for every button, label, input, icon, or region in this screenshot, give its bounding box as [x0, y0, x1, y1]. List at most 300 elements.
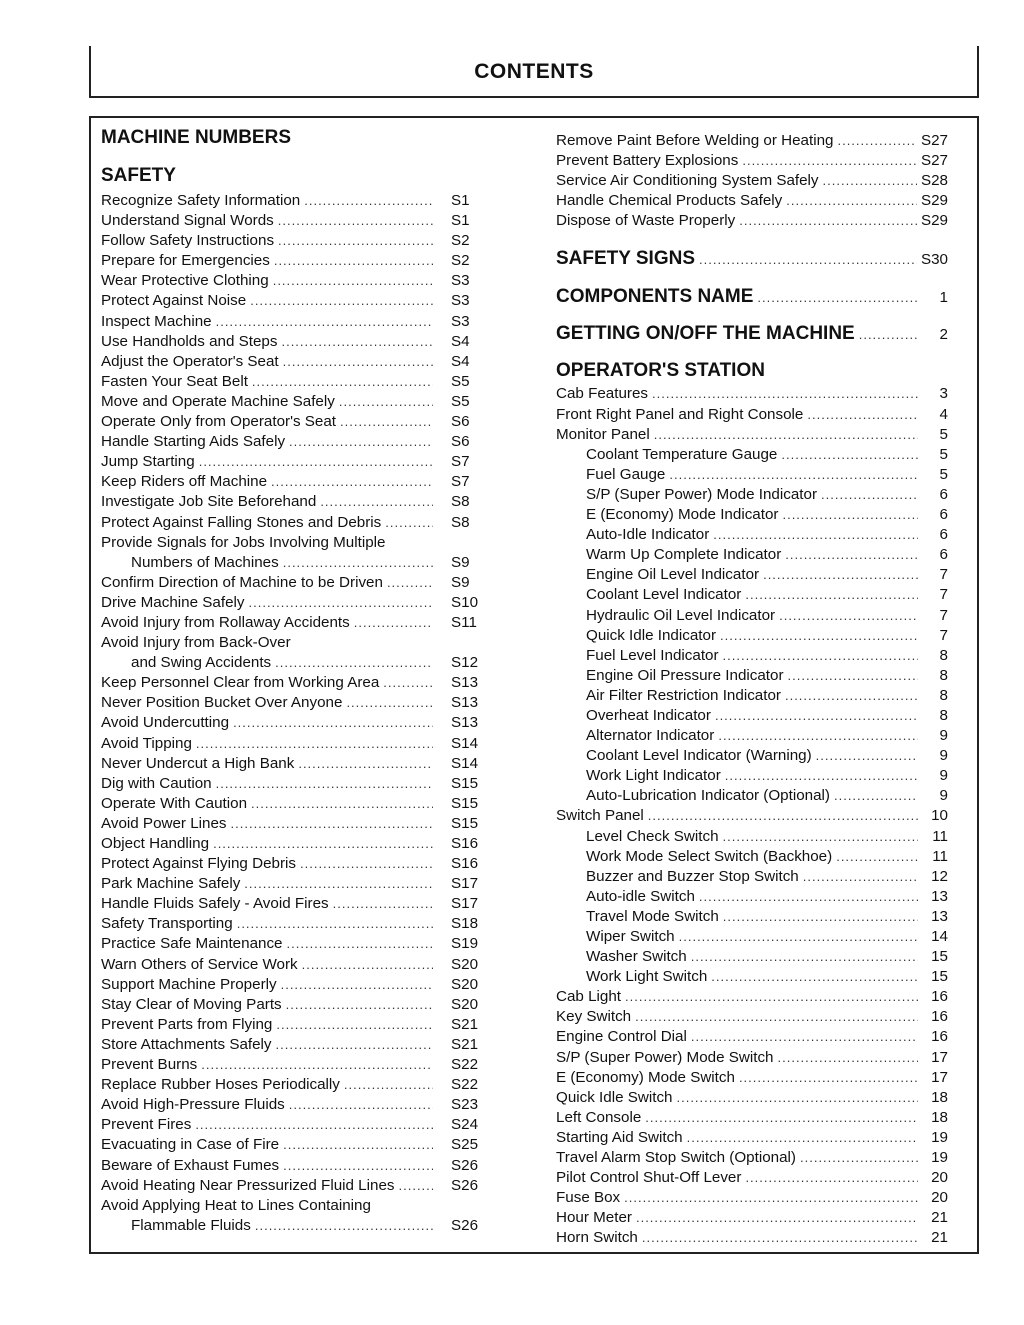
- toc-entry[interactable]: [556, 171, 948, 191]
- toc-entry[interactable]: [556, 545, 948, 565]
- operators-station-toc-list: [556, 384, 948, 1248]
- toc-entry[interactable]: [101, 734, 489, 754]
- toc-entry[interactable]: [101, 1176, 489, 1196]
- toc-title: Practice Safe Maintenance: [101, 935, 283, 953]
- toc-page: S27: [920, 152, 948, 170]
- toc-entry[interactable]: [101, 633, 489, 653]
- toc-page: 7: [939, 626, 948, 644]
- leader-dots: [654, 425, 918, 445]
- toc-entry[interactable]: [556, 927, 948, 947]
- leader-dots: [836, 847, 918, 867]
- toc-entry[interactable]: [101, 1095, 489, 1115]
- toc-page: S17: [451, 875, 479, 893]
- toc-entry[interactable]: [101, 513, 489, 533]
- toc-title: Provide Signals for Jobs Involving Multiple: [101, 533, 386, 551]
- toc-title: Avoid Undercutting: [101, 714, 230, 732]
- toc-title: Safety Transporting: [101, 915, 233, 933]
- toc-title: Engine Oil Pressure Indicator: [586, 666, 784, 684]
- toc-title: Switch Panel: [556, 807, 644, 825]
- toc-title: Engine Oil Level Indicator: [586, 566, 760, 584]
- toc-page: 20: [931, 1189, 948, 1207]
- toc-page: S3: [451, 272, 470, 290]
- toc-page: S20: [451, 975, 479, 993]
- toc-entry[interactable]: [101, 1196, 489, 1216]
- toc-entry[interactable]: [101, 1015, 489, 1035]
- toc-page: S15: [451, 814, 479, 832]
- toc-page: S21: [451, 1035, 479, 1053]
- toc-entry[interactable]: [101, 492, 489, 512]
- toc-entry[interactable]: [556, 606, 948, 626]
- toc-entry[interactable]: [101, 472, 489, 492]
- toc-title: Store Attachments Safely: [101, 1035, 272, 1053]
- toc-entry[interactable]: [556, 907, 948, 927]
- toc-title: Confirm Direction of Machine to be Driven: [101, 573, 383, 591]
- toc-page: S7: [451, 453, 470, 471]
- toc-title: Handle Starting Aids Safely: [101, 433, 286, 451]
- toc-page: S28: [920, 172, 948, 190]
- toc-title: Key Switch: [556, 1008, 632, 1026]
- leader-dots: [786, 191, 917, 211]
- toc-entry[interactable]: [556, 726, 948, 746]
- toc-entry[interactable]: [556, 887, 948, 907]
- leader-dots: [339, 392, 433, 412]
- toc-entry[interactable]: [101, 894, 489, 914]
- leader-dots: [691, 947, 918, 967]
- toc-entry[interactable]: [556, 191, 948, 211]
- toc-title: Auto-Lubrication Indicator (Optional): [586, 787, 830, 805]
- toc-entry[interactable]: [556, 425, 948, 445]
- toc-page: 5: [939, 425, 948, 443]
- leader-dots: [687, 1128, 918, 1148]
- toc-page: 21: [931, 1209, 948, 1227]
- toc-entry-components-name[interactable]: [556, 286, 948, 312]
- toc-entry[interactable]: [101, 372, 489, 392]
- toc-entry[interactable]: [556, 1088, 948, 1108]
- toc-entry[interactable]: [101, 1156, 489, 1176]
- toc-entry[interactable]: [101, 1216, 489, 1236]
- toc-page: S2: [451, 252, 470, 270]
- toc-entry[interactable]: [556, 131, 948, 151]
- toc-page: 19: [931, 1128, 948, 1146]
- toc-page: 21: [931, 1229, 948, 1247]
- toc-page: 9: [939, 767, 948, 785]
- leader-dots: [252, 372, 433, 392]
- machine-numbers-heading[interactable]: MACHINE NUMBERS: [101, 127, 291, 148]
- toc-entry[interactable]: [101, 1135, 489, 1155]
- leader-dots: [636, 1208, 918, 1228]
- toc-page: 16: [931, 1028, 948, 1046]
- toc-page: 7: [939, 566, 948, 584]
- toc-page: 17: [931, 1048, 948, 1066]
- toc-entry[interactable]: [101, 412, 489, 432]
- toc-entry[interactable]: [556, 1007, 948, 1027]
- leader-dots: [723, 907, 918, 927]
- toc-title: Keep Riders off Machine: [101, 473, 268, 491]
- toc-title: S/P (Super Power) Mode Switch: [556, 1048, 774, 1066]
- toc-title: Flammable Fluids: [131, 1216, 251, 1234]
- leader-dots: [816, 746, 918, 766]
- toc-title: E (Economy) Mode Indicator: [586, 506, 779, 524]
- toc-entry[interactable]: [556, 1208, 948, 1228]
- toc-entry[interactable]: [556, 786, 948, 806]
- toc-entry[interactable]: [556, 827, 948, 847]
- toc-title: Hydraulic Oil Level Indicator: [586, 606, 776, 624]
- toc-entry[interactable]: [101, 995, 489, 1015]
- toc-title: Recognize Safety Information: [101, 192, 301, 209]
- toc-page: S8: [451, 493, 470, 511]
- toc-page: 16: [931, 1008, 948, 1026]
- toc-entry[interactable]: [101, 1035, 489, 1055]
- toc-page: S30: [920, 251, 948, 269]
- leader-dots: [340, 412, 433, 432]
- toc-title: Investigate Job Site Beforehand: [101, 493, 317, 511]
- leader-dots: [859, 327, 918, 342]
- leader-dots: [745, 585, 918, 605]
- toc-page: S20: [451, 995, 479, 1013]
- toc-page: S18: [451, 915, 479, 933]
- toc-title: Wear Protective Clothing: [101, 272, 269, 290]
- toc-title: Travel Alarm Stop Switch (Optional): [556, 1149, 796, 1167]
- leader-dots: [283, 1135, 433, 1155]
- leader-dots: [300, 854, 433, 874]
- toc-page: S1: [451, 212, 470, 230]
- toc-page: 6: [939, 506, 948, 524]
- toc-entry[interactable]: [556, 525, 948, 545]
- toc-entry[interactable]: [556, 1148, 948, 1168]
- leader-dots: [718, 726, 918, 746]
- toc-entry[interactable]: [101, 191, 489, 211]
- leader-dots: [723, 827, 918, 847]
- leader-dots: [387, 573, 433, 593]
- toc-page: S5: [451, 372, 470, 390]
- header-frame: [89, 46, 979, 98]
- toc-page: S22: [451, 1056, 479, 1074]
- leader-dots: [278, 211, 433, 231]
- toc-entry[interactable]: [556, 1027, 948, 1047]
- toc-entry[interactable]: [101, 1075, 489, 1095]
- toc-entry[interactable]: [556, 686, 948, 706]
- toc-entry[interactable]: [101, 874, 489, 894]
- toc-page: S21: [451, 1015, 479, 1033]
- toc-entry[interactable]: [101, 271, 489, 291]
- leader-dots: [233, 713, 433, 733]
- leader-dots: [779, 606, 918, 626]
- toc-entry[interactable]: [101, 312, 489, 332]
- toc-entry[interactable]: [556, 1228, 948, 1248]
- toc-title: and Swing Accidents: [131, 654, 272, 672]
- toc-entry[interactable]: [101, 794, 489, 814]
- toc-entry[interactable]: [101, 914, 489, 934]
- toc-page: S10: [451, 593, 479, 611]
- toc-page: S29: [920, 192, 948, 210]
- leader-dots: [286, 995, 433, 1015]
- toc-entry[interactable]: [101, 573, 489, 593]
- toc-entry[interactable]: [556, 947, 948, 967]
- toc-entry[interactable]: [101, 332, 489, 352]
- toc-title: Overheat Indicator: [586, 706, 711, 724]
- leader-dots: [625, 987, 918, 1007]
- toc-title: Never Undercut a High Bank: [101, 754, 295, 772]
- toc-title: Park Machine Safely: [101, 875, 241, 893]
- toc-entry[interactable]: [556, 987, 948, 1007]
- leader-dots: [287, 934, 433, 954]
- leader-dots: [715, 706, 918, 726]
- leader-dots: [289, 1095, 433, 1115]
- leader-dots: [742, 151, 917, 171]
- leader-dots: [834, 786, 918, 806]
- toc-entry[interactable]: [556, 706, 948, 726]
- toc-title: SAFETY SIGNS: [556, 248, 696, 270]
- toc-title: Alternator Indicator: [586, 727, 715, 745]
- toc-title: Operate Only from Operator's Seat: [101, 413, 337, 431]
- toc-entry[interactable]: [556, 806, 948, 826]
- toc-entry[interactable]: [101, 673, 489, 693]
- leader-dots: [679, 927, 918, 947]
- toc-entry[interactable]: [556, 867, 948, 887]
- toc-entry[interactable]: [101, 774, 489, 794]
- leader-dots: [196, 734, 433, 754]
- toc-page: S20: [451, 955, 479, 973]
- toc-page: 13: [931, 907, 948, 925]
- leader-dots: [823, 171, 917, 191]
- toc-title: Replace Rubber Hoses Periodically: [101, 1076, 340, 1094]
- toc-entry[interactable]: [101, 533, 489, 553]
- leader-dots: [711, 967, 918, 987]
- toc-entry[interactable]: [556, 766, 948, 786]
- toc-entry[interactable]: [556, 1128, 948, 1148]
- leader-dots: [723, 646, 918, 666]
- toc-page: 12: [931, 867, 948, 885]
- toc-title: Never Position Bucket Over Anyone: [101, 694, 343, 712]
- toc-entry[interactable]: [101, 653, 489, 673]
- safety-toc-continued-list: [556, 131, 948, 231]
- toc-title: Understand Signal Words: [101, 212, 274, 230]
- toc-entry[interactable]: [101, 593, 489, 613]
- operators-station-heading[interactable]: OPERATOR'S STATION: [556, 360, 765, 382]
- leader-dots: [281, 332, 433, 352]
- toc-title: Prevent Battery Explosions: [556, 152, 739, 170]
- toc-entry[interactable]: [101, 452, 489, 472]
- toc-title: Level Check Switch: [586, 827, 719, 845]
- toc-page: 11: [932, 827, 948, 845]
- leader-dots: [244, 874, 433, 894]
- leader-dots: [283, 1156, 433, 1176]
- toc-page: S15: [451, 794, 479, 812]
- leader-dots: [251, 794, 433, 814]
- toc-title: Drive Machine Safely: [101, 593, 245, 611]
- toc-title: Engine Control Dial: [556, 1028, 687, 1046]
- toc-entry[interactable]: [556, 505, 948, 525]
- toc-entry[interactable]: [101, 211, 489, 231]
- leader-dots: [199, 452, 433, 472]
- toc-entry[interactable]: [101, 1115, 489, 1135]
- toc-title: Coolant Temperature Gauge: [586, 445, 778, 463]
- toc-page: S24: [451, 1116, 479, 1134]
- leader-dots: [699, 252, 917, 267]
- toc-entry[interactable]: [101, 934, 489, 954]
- leader-dots: [273, 271, 433, 291]
- leader-dots: [201, 1055, 433, 1075]
- toc-page: 18: [931, 1088, 948, 1106]
- leader-dots: [289, 432, 433, 452]
- leader-dots: [383, 673, 433, 693]
- toc-entry[interactable]: [101, 1055, 489, 1075]
- toc-page: 9: [939, 727, 948, 745]
- toc-title: Fuel Level Indicator: [586, 646, 719, 664]
- toc-title: Work Mode Select Switch (Backhoe): [586, 847, 833, 865]
- leader-dots: [782, 505, 918, 525]
- leader-dots: [807, 405, 918, 425]
- toc-entry[interactable]: [556, 847, 948, 867]
- toc-page: 13: [931, 887, 948, 905]
- toc-title: Handle Fluids Safely - Avoid Fires: [101, 895, 329, 913]
- toc-page: S9: [451, 573, 470, 591]
- toc-entry[interactable]: [556, 1108, 948, 1128]
- toc-entry[interactable]: [101, 834, 489, 854]
- toc-entry[interactable]: [101, 814, 489, 834]
- leader-dots: [781, 445, 918, 465]
- toc-entry[interactable]: [556, 151, 948, 171]
- toc-page: S6: [451, 413, 470, 431]
- safety-heading[interactable]: SAFETY: [101, 165, 176, 186]
- toc-entry[interactable]: [101, 693, 489, 713]
- toc-entry[interactable]: [101, 975, 489, 995]
- toc-entry[interactable]: [556, 1168, 948, 1188]
- toc-entry[interactable]: [101, 713, 489, 733]
- leader-dots: [302, 955, 433, 975]
- toc-entry-getting-on-off[interactable]: [556, 323, 948, 349]
- toc-entry[interactable]: [101, 754, 489, 774]
- toc-title: Stay Clear of Moving Parts: [101, 995, 282, 1013]
- toc-title: Jump Starting: [101, 453, 195, 471]
- toc-page: S1: [451, 192, 470, 209]
- toc-page: S15: [451, 774, 479, 792]
- toc-title: Coolant Level Indicator: [586, 586, 742, 604]
- leader-dots: [725, 766, 918, 786]
- toc-entry[interactable]: [556, 1048, 948, 1068]
- toc-title: Prevent Parts from Flying: [101, 1015, 273, 1033]
- toc-entry[interactable]: [556, 445, 948, 465]
- toc-entry[interactable]: [101, 392, 489, 412]
- leader-dots: [745, 1168, 918, 1188]
- toc-entry[interactable]: [101, 432, 489, 452]
- toc-title: Air Filter Restriction Indicator: [586, 686, 781, 704]
- leader-dots: [216, 774, 433, 794]
- toc-page: S25: [451, 1136, 479, 1154]
- toc-title: Numbers of Machines: [131, 553, 279, 571]
- toc-title: Avoid High-Pressure Fluids: [101, 1096, 285, 1114]
- leader-dots: [275, 653, 433, 673]
- toc-entry-safety-signs[interactable]: [556, 248, 948, 274]
- toc-page: 15: [931, 968, 948, 986]
- toc-entry[interactable]: [101, 955, 489, 975]
- leader-dots: [216, 312, 433, 332]
- toc-entry[interactable]: [101, 854, 489, 874]
- toc-entry[interactable]: [556, 585, 948, 605]
- toc-entry[interactable]: [556, 465, 948, 485]
- toc-entry[interactable]: [556, 485, 948, 505]
- toc-page: S3: [451, 312, 470, 330]
- toc-entry[interactable]: [556, 626, 948, 646]
- toc-entry[interactable]: [556, 1068, 948, 1088]
- toc-entry[interactable]: [556, 746, 948, 766]
- leader-dots: [255, 1216, 433, 1236]
- page-title: CONTENTS: [474, 60, 594, 83]
- toc-entry[interactable]: [101, 553, 489, 573]
- toc-title: Auto-idle Switch: [586, 887, 695, 905]
- leader-dots: [648, 806, 918, 826]
- toc-title: Protect Against Noise: [101, 292, 247, 310]
- toc-entry[interactable]: [101, 613, 489, 633]
- toc-title: Avoid Tipping: [101, 734, 192, 752]
- leader-dots: [757, 290, 918, 305]
- leader-dots: [645, 1108, 918, 1128]
- safety-toc-list: [101, 191, 489, 1236]
- leader-dots: [333, 894, 433, 914]
- toc-entry[interactable]: [101, 352, 489, 372]
- toc-entry[interactable]: [101, 291, 489, 311]
- toc-title: GETTING ON/OFF THE MACHINE: [556, 323, 855, 345]
- toc-title: Fuel Gauge: [586, 465, 666, 483]
- toc-page: 8: [939, 666, 948, 684]
- leader-dots: [320, 492, 433, 512]
- toc-page: 6: [939, 526, 948, 544]
- toc-entry[interactable]: [556, 1188, 948, 1208]
- toc-page: 6: [939, 546, 948, 564]
- toc-title: Dispose of Waste Properly: [556, 212, 736, 230]
- toc-title: Quick Idle Indicator: [586, 626, 716, 644]
- toc-page: S26: [451, 1216, 479, 1234]
- toc-title: Beware of Exhaust Fumes: [101, 1156, 280, 1174]
- leader-dots: [837, 131, 917, 151]
- toc-title: Buzzer and Buzzer Stop Switch: [586, 867, 799, 885]
- toc-title: Horn Switch: [556, 1229, 638, 1247]
- toc-title: Left Console: [556, 1108, 642, 1126]
- leader-dots: [237, 914, 433, 934]
- toc-entry[interactable]: [556, 646, 948, 666]
- toc-entry[interactable]: [556, 211, 948, 231]
- toc-page: 9: [939, 747, 948, 765]
- toc-entry[interactable]: [101, 251, 489, 271]
- toc-entry[interactable]: [556, 405, 948, 425]
- toc-title: Evacuating in Case of Fire: [101, 1136, 280, 1154]
- toc-entry[interactable]: [101, 231, 489, 251]
- toc-entry[interactable]: [556, 666, 948, 686]
- toc-page: S23: [451, 1096, 479, 1114]
- toc-entry[interactable]: [556, 384, 948, 404]
- toc-entry[interactable]: [556, 967, 948, 987]
- toc-page: S11: [451, 613, 477, 631]
- toc-page: S14: [451, 754, 479, 772]
- toc-page: S14: [451, 734, 479, 752]
- leader-dots: [821, 485, 918, 505]
- toc-title: Cab Light: [556, 988, 622, 1006]
- toc-title: S/P (Super Power) Mode Indicator: [586, 485, 818, 503]
- leader-dots: [276, 1015, 433, 1035]
- toc-title: Travel Mode Switch: [586, 907, 719, 925]
- leader-dots: [385, 513, 433, 533]
- toc-page: S12: [451, 654, 479, 672]
- leader-dots: [213, 834, 433, 854]
- toc-title: Avoid Power Lines: [101, 814, 227, 832]
- toc-page: 19: [931, 1149, 948, 1167]
- toc-title: Monitor Panel: [556, 425, 650, 443]
- toc-page: 16: [931, 988, 948, 1006]
- toc-title: Prevent Burns: [101, 1056, 198, 1074]
- toc-entry[interactable]: [556, 565, 948, 585]
- toc-page: S19: [451, 935, 479, 953]
- toc-title: Dig with Caution: [101, 774, 212, 792]
